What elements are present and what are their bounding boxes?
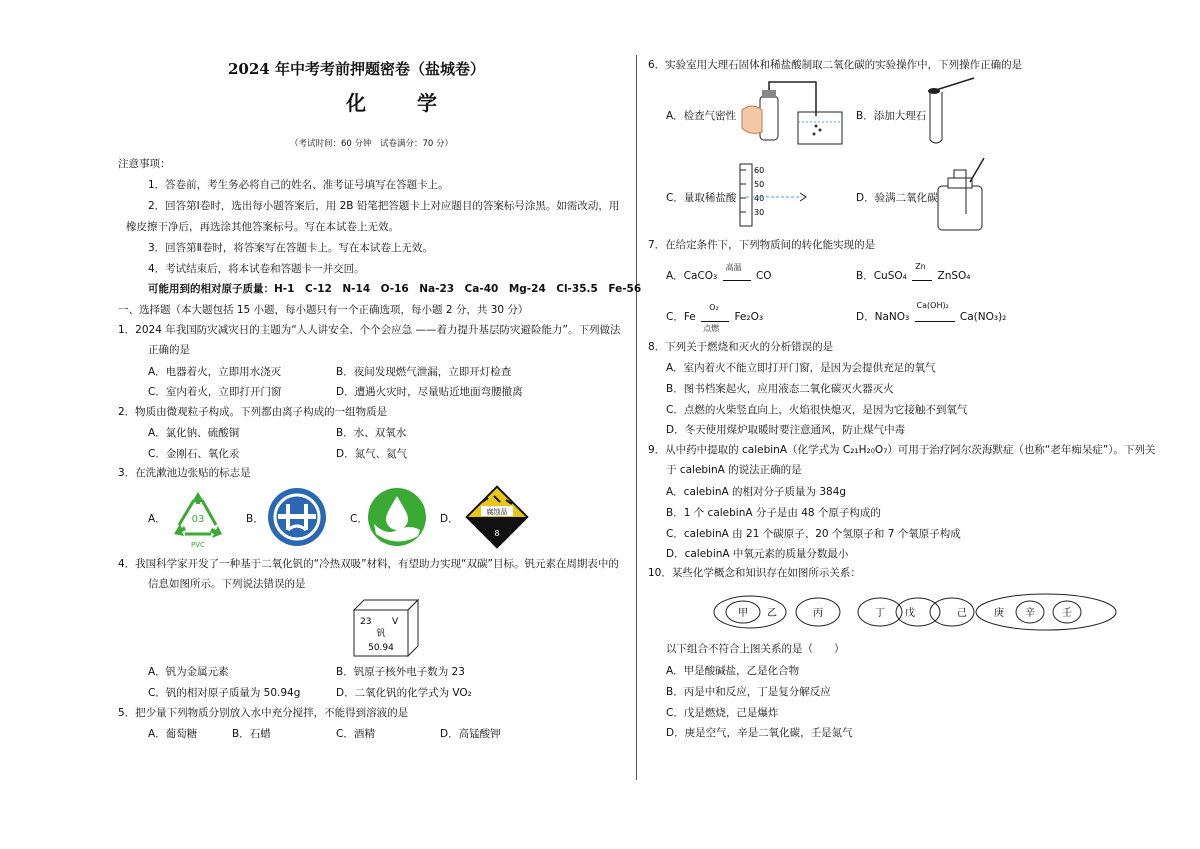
corrosive-label: 腐蚀品 [486,508,508,516]
q3-option-b[interactable]: B． [246,513,264,525]
q10-option-a[interactable]: A．甲是酸碱盐，乙是化合物 [666,665,800,677]
q6-stem: 6．实验室用大理石固体和稀盐酸制取二氧化碳的实验操作中，下列操作正确的是 [648,59,1023,71]
q9-option-b[interactable]: B．1 个 calebinA 分子是由 48 个原子构成的 [666,507,881,519]
q6-option-d[interactable]: D．验满二氧化碳 [856,192,938,204]
q7-b-product: ZnSO₄ [937,270,971,282]
q1-option-b[interactable]: B．夜间发现燃气泄漏，立即开灯检查 [336,366,512,378]
note-3: 3．回答第Ⅱ卷时，将答案写在答题卡上。写在本试卷上无效。 [148,242,433,254]
q1-stem-a: 1．2024 年我国防灾减灾日的主题为“人人讲安全、个个会应急 ——着力提升基层防灾避险能力”。下列做法 [118,324,621,336]
hazard-class: 8 [494,529,500,538]
q7-option-c[interactable] [666,302,764,333]
element-cell-vanadium [352,598,420,658]
water-saving-logo-icon [266,486,328,548]
q4-option-d[interactable]: D．二氧化钒的化学式为 VO₂ [336,687,472,699]
add-marble-figure [918,74,982,148]
q9-option-d[interactable]: D．calebinA 中氧元素的质量分数最小 [666,548,849,560]
q9-stem-a: 9．从中药中提取的 calebinA（化学式为 C₂₁H₂₀O₇）可用于治疗阿尔茨海默症（也称“老年痴呆症”）。下列关 [648,444,1156,456]
recycle-number: 03 [191,514,205,525]
q8-option-b[interactable]: B．图书档案起火，应用液态二氧化碳灭火器灭火 [666,383,894,395]
q10-option-b[interactable]: B．丙是中和反应，丁是复分解反应 [666,686,831,698]
q9-option-c[interactable]: C．calebinA 由 21 个碳原子、20 个氢原子和 7 个氧原子构成 [666,528,961,540]
atomic-masses: 可能用到的相对原子质量：H-1 C-12 N-14 O-16 Na-23 Ca-40 Mg-24 Cl-35.5 Fe-56 [148,283,642,295]
q9-option-a[interactable]: A．calebinA 的相对分子质量为 384g [666,486,847,498]
notes-heading: 注意事项： [118,158,171,170]
graduated-cylinder-figure [734,160,814,228]
q7-b-reactant: B．CuSO₄ [856,270,907,282]
paper-title: 2024 年中考考前押题密卷（盐城卷） [228,60,485,78]
q7-c-product: Fe₂O₃ [734,311,764,323]
q7-b-condition: Zn [915,261,926,271]
concept-relation-diagram [712,590,1136,636]
q2-option-a[interactable]: A．氯化钠、硫酸铜 [148,427,240,439]
column-divider [636,55,637,780]
q2-option-d[interactable]: D．氮气、氦气 [336,448,408,460]
q5-option-a[interactable]: A．葡萄糖 [148,728,198,740]
co2-full-check-figure [930,156,990,232]
q1-option-c[interactable]: C．室内着火，立即打开门窗 [148,386,282,398]
set-yi: 乙 [767,608,777,619]
q7-d-reactant: D．NaNO₃ [856,311,910,323]
q3-option-a[interactable]: A． [148,513,166,525]
q2-option-c[interactable]: C．金刚石、氧化汞 [148,448,240,460]
q5-option-c[interactable]: C．酒精 [336,728,375,740]
q4-option-a[interactable]: A．钒为金属元素 [148,666,229,678]
atomic-mass: 50.94 [368,643,394,653]
q8-option-d[interactable]: D．冬天使用煤炉取暖时要注意通风，防止煤气中毒 [666,424,906,436]
airtightness-check-figure [738,76,846,148]
subject-title: 化 学 [346,91,459,115]
scale-50: 50 [754,180,765,189]
scale-40: 40 [754,194,765,203]
q9-stem-b: 于 calebinA 的说法正确的是 [666,464,802,476]
recycle-pvc-icon [166,488,230,550]
q1-option-a[interactable]: A．电器着火，立即用水浇灭 [148,366,282,378]
q7-c-condition-top: O₂ [709,302,719,312]
q7-a-condition: 高温 [725,262,742,272]
q4-option-b[interactable]: B．钒原子核外电子数为 23 [336,666,465,678]
set-ding: 丁 [875,608,885,619]
q4-option-c[interactable]: C．钒的相对原子质量为 50.94g [148,687,301,699]
section-1-heading: 一、选择题（本大题包括 15 小题，每小题只有一个正确选项，每小题 2 分，共 30 分） [118,304,529,316]
q8-option-c[interactable]: C．点燃的火柴竖直向上，火焰很快熄灭，是因为它接触不到氧气 [666,404,968,416]
q3-option-d[interactable]: D． [440,513,459,525]
set-ji: 己 [957,608,967,619]
q7-c-reactant: C．Fe [666,311,696,323]
q7-option-d[interactable] [856,300,1007,324]
q5-option-d[interactable]: D．高锰酸钾 [440,728,501,740]
set-geng: 庚 [994,608,1004,619]
q1-stem-b: 正确的是 [148,344,190,356]
q10-stem: 10．某些化学概念和知识存在如图所示关系： [648,567,861,579]
q7-a-reactant: A．CaCO₃ [666,270,718,282]
set-bing: 丙 [813,608,823,619]
q7-d-condition: Ca(OH)₂ [916,300,949,310]
q1-option-d[interactable]: D．遭遇火灾时，尽量贴近地面弯腰撤离 [336,386,523,398]
q3-option-c[interactable]: C． [350,513,368,525]
set-ren: 壬 [1062,608,1072,619]
q10-option-c[interactable]: C．戊是燃烧，己是爆炸 [666,707,779,719]
q7-a-product: CO [755,270,772,282]
q7-d-product: Ca(NO₃)₂ [959,311,1007,323]
corrosive-hazard-icon [464,484,530,550]
note-2a: 2．回答第Ⅰ卷时，选出每小题答案后，用 2B 铅笔把答题卡上对应题目的答案标号涂黑。如需改动，用 [148,200,620,212]
q6-option-b[interactable]: B．添加大理石 [856,110,927,122]
q4-stem-a: 4．我国科学家开发了一种基于二氧化钒的“冷热双吸”材料，有望助力实现“双碳”目标。钒元素在周期表中的 [118,558,619,570]
set-jia: 甲 [738,608,748,619]
q6-option-a[interactable]: A．检查气密性 [666,110,737,122]
scale-30: 30 [754,208,765,217]
exam-info: （考试时间：60 分钟 试卷满分：70 分） [290,139,454,149]
set-xin: 辛 [1025,608,1035,619]
q6-option-c[interactable]: C．量取稀盐酸 [666,192,737,204]
recycle-label: PVC [191,541,205,549]
q2-stem: 2．物质由微观粒子构成。下列都由离子构成的一组物质是 [118,406,388,418]
q7-option-b[interactable] [856,261,971,283]
q10-option-d[interactable]: D．庚是空气，辛是二氧化碳，壬是氮气 [666,727,853,739]
q10-ask: 以下组合不符合上图关系的是（ ） [666,643,845,655]
note-1: 1．答卷前，考生务必将自己的姓名、准考证号填写在答题卡上。 [148,179,449,191]
element-symbol: V [392,617,399,627]
note-2b: 橡皮擦干净后，再选涂其他答案标号。写在本试卷上无效。 [126,221,399,233]
q8-stem: 8．下列关于燃烧和灭火的分析错误的是 [648,341,834,353]
note-4: 4．考试结束后，将本试卷和答题卡一并交回。 [148,263,365,275]
q4-stem-b: 信息如图所示。下列说法错误的是 [148,578,306,590]
element-name: 钒 [376,629,386,639]
q8-option-a[interactable]: A．室内着火不能立即打开门窗，是因为会提供充足的氧气 [666,362,936,374]
q3-stem: 3．在洗漱池边张贴的标志是 [118,467,251,479]
q7-option-a[interactable] [666,262,772,283]
q7-c-condition-bottom: 点燃 [703,323,720,333]
q7-stem: 7．在给定条件下，下列物质间的转化能实现的是 [648,239,876,251]
water-drop-saving-icon [366,486,428,548]
set-wu: 戊 [905,608,915,619]
q5-option-b[interactable]: B．石蜡 [232,728,271,740]
q2-option-b[interactable]: B．水、双氧水 [336,427,407,439]
q5-stem: 5．把少量下列物质分别放入水中充分搅拌，不能得到溶液的是 [118,707,409,719]
atomic-number: 23 [360,617,372,627]
scale-60: 60 [754,166,765,175]
